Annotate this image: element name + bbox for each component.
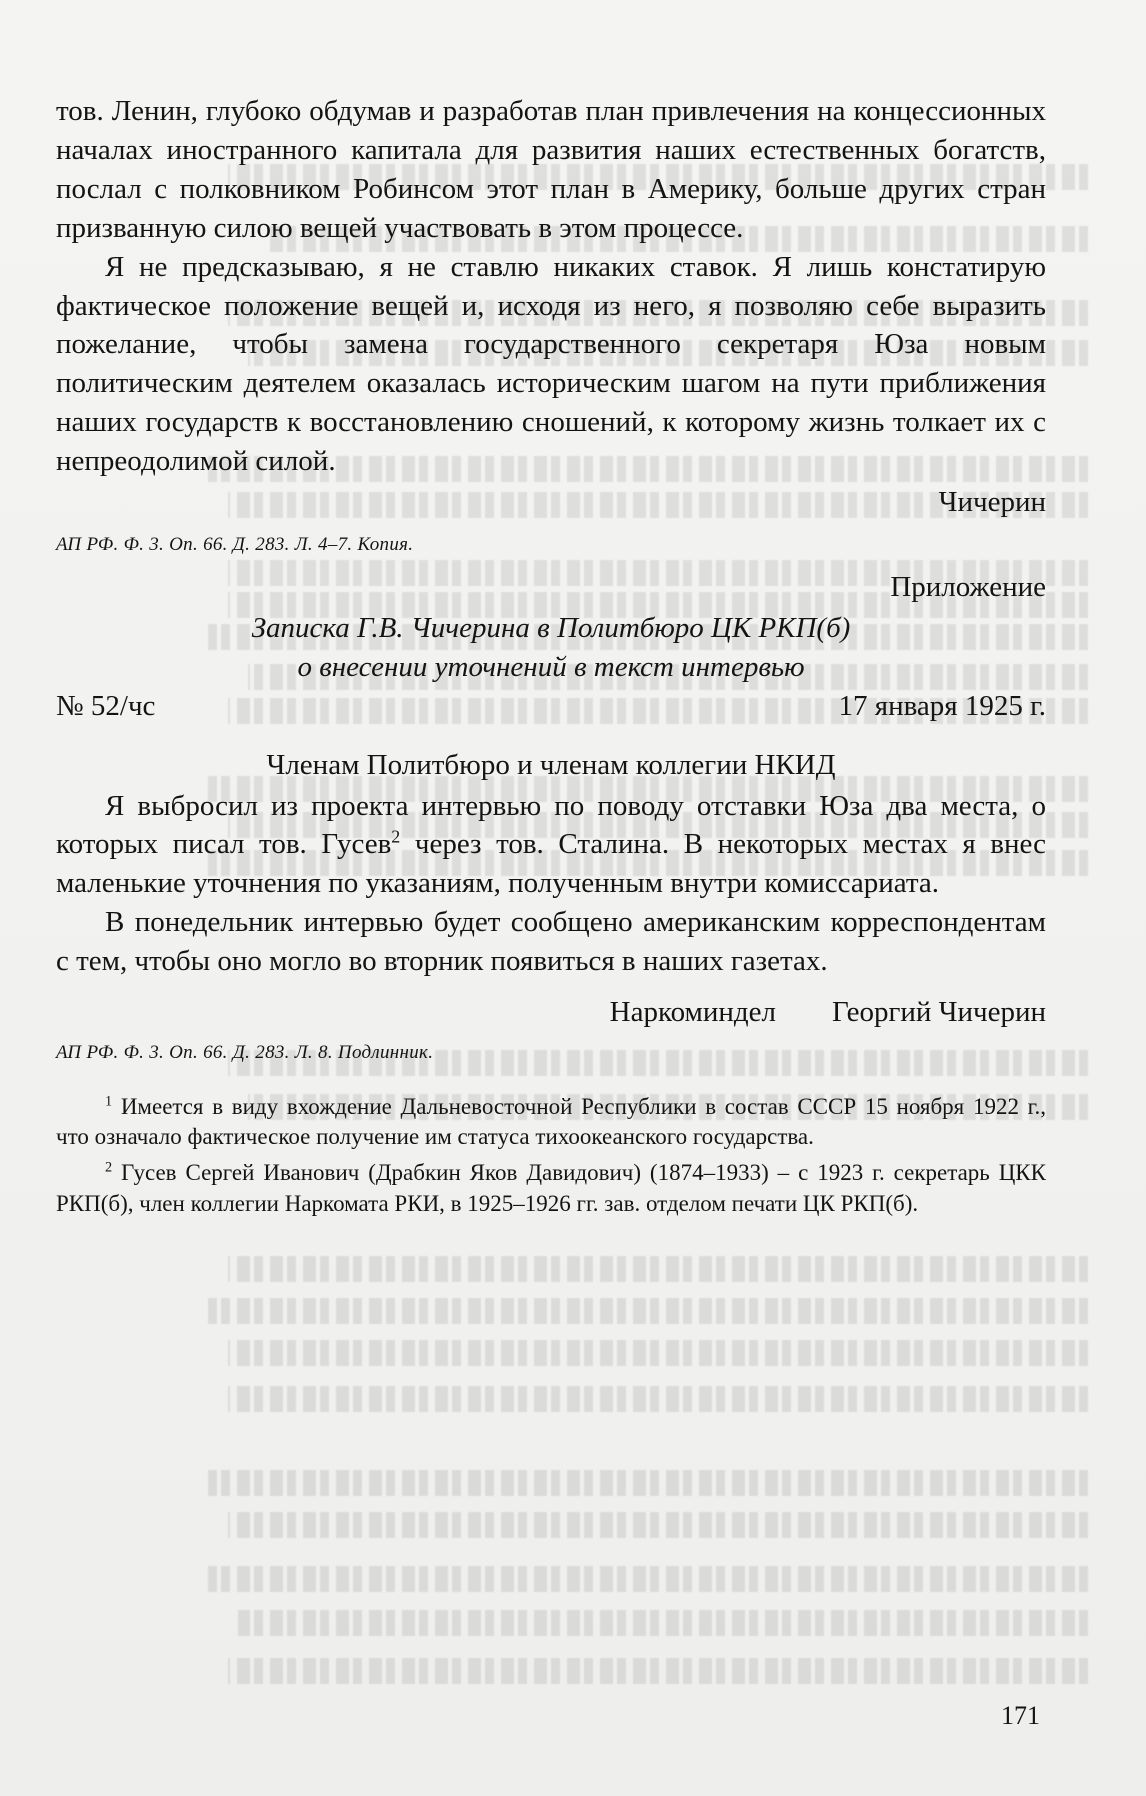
signature-block [56, 993, 1046, 1032]
footnotes [56, 1092, 1046, 1219]
archive-reference-1: АП РФ. Ф. 3. Оп. 66. Д. 283. Л. 4–7. Копия. [56, 533, 414, 555]
signature-chicherin: Чичерин [938, 486, 1046, 519]
document-date: 17 января 1925 г. [838, 689, 1046, 722]
main-text [56, 92, 1046, 1219]
footnote-marker-2: 2 [105, 1159, 113, 1176]
footnote-text-2: Гусев Сергей Иванович (Драбкин Яков Давидович) (1874–1933) – с 1923 г. секретарь ЦКК РКП(б), член коллегии Наркомата РКИ, в 1925–1926 гг. зав. отделом печати ЦК РКП(б). [56, 1160, 1046, 1216]
footnote-1 [56, 1092, 1046, 1152]
document-number: № 52/чс [56, 689, 156, 722]
footnote-reference-2: 2 [391, 826, 401, 847]
signature-name: Георгий Чичерин [832, 996, 1046, 1029]
body-paragraph-1: тов. Ленин, глубоко обдумав и разработав план привлечения на концессионных началах иностранного капитала для развития наших естественных богатств, послал с полковником Робинсом этот план в Америку, больше других стран призванную силою вещей участвовать в этом процессе. [56, 95, 1046, 244]
footnote-marker-1: 1 [105, 1093, 113, 1110]
document-number-row [56, 687, 1046, 726]
appendix-label: Приложение [890, 570, 1046, 603]
footnote-2 [56, 1158, 1046, 1218]
archive-reference-2: АП РФ. Ф. 3. Оп. 66. Д. 283. Л. 8. Подлинник. [56, 1041, 434, 1063]
note-title-line-1: Записка Г.В. Чичерина в Политбюро ЦК РКП(б) [251, 611, 851, 644]
body-paragraph-2: Я не предсказываю, я не ставлю никаких ставок. Я лишь констатирую фактическое положение вещей и, исходя из него, я позволяю себе выразить пожелание, чтобы замена государственного секретаря Юза новым политическим деятелем оказалась историческим шагом на пути приближения наших государств к восстановлению сношений, к которому жизнь толкает их с непреодолимой силой. [56, 250, 1046, 478]
note-title-line-2: о внесении уточнений в текст интервью [297, 650, 805, 683]
paragraph-3-end: через тов. Сталина. В некоторых местах я внес маленькие уточнения по указаниям, полученным внутри комиссариата. [56, 828, 1046, 900]
footnote-text-1: Имеется в виду вхождение Дальневосточной Республики в состав СССР 15 ноября 1922 г., что означало фактическое получение им статуса тихоокеанского государства. [56, 1093, 1046, 1150]
body-paragraph-4: В понедельник интервью будет сообщено американским корреспондентам с тем, чтобы оно могло во вторник появиться в наших газетах. [56, 906, 1046, 978]
body-paragraph-3 [56, 787, 1046, 904]
page-number: 171 [1001, 1701, 1040, 1730]
paragraph-3-start: Я выбросил из проекта интервью по поводу отставки Юза два места, о которых писал тов. Гусев [56, 789, 1046, 861]
signature-role: Наркоминдел [609, 996, 777, 1029]
addressee: Членам Политбюро и членам коллегии НКИД [266, 748, 836, 781]
